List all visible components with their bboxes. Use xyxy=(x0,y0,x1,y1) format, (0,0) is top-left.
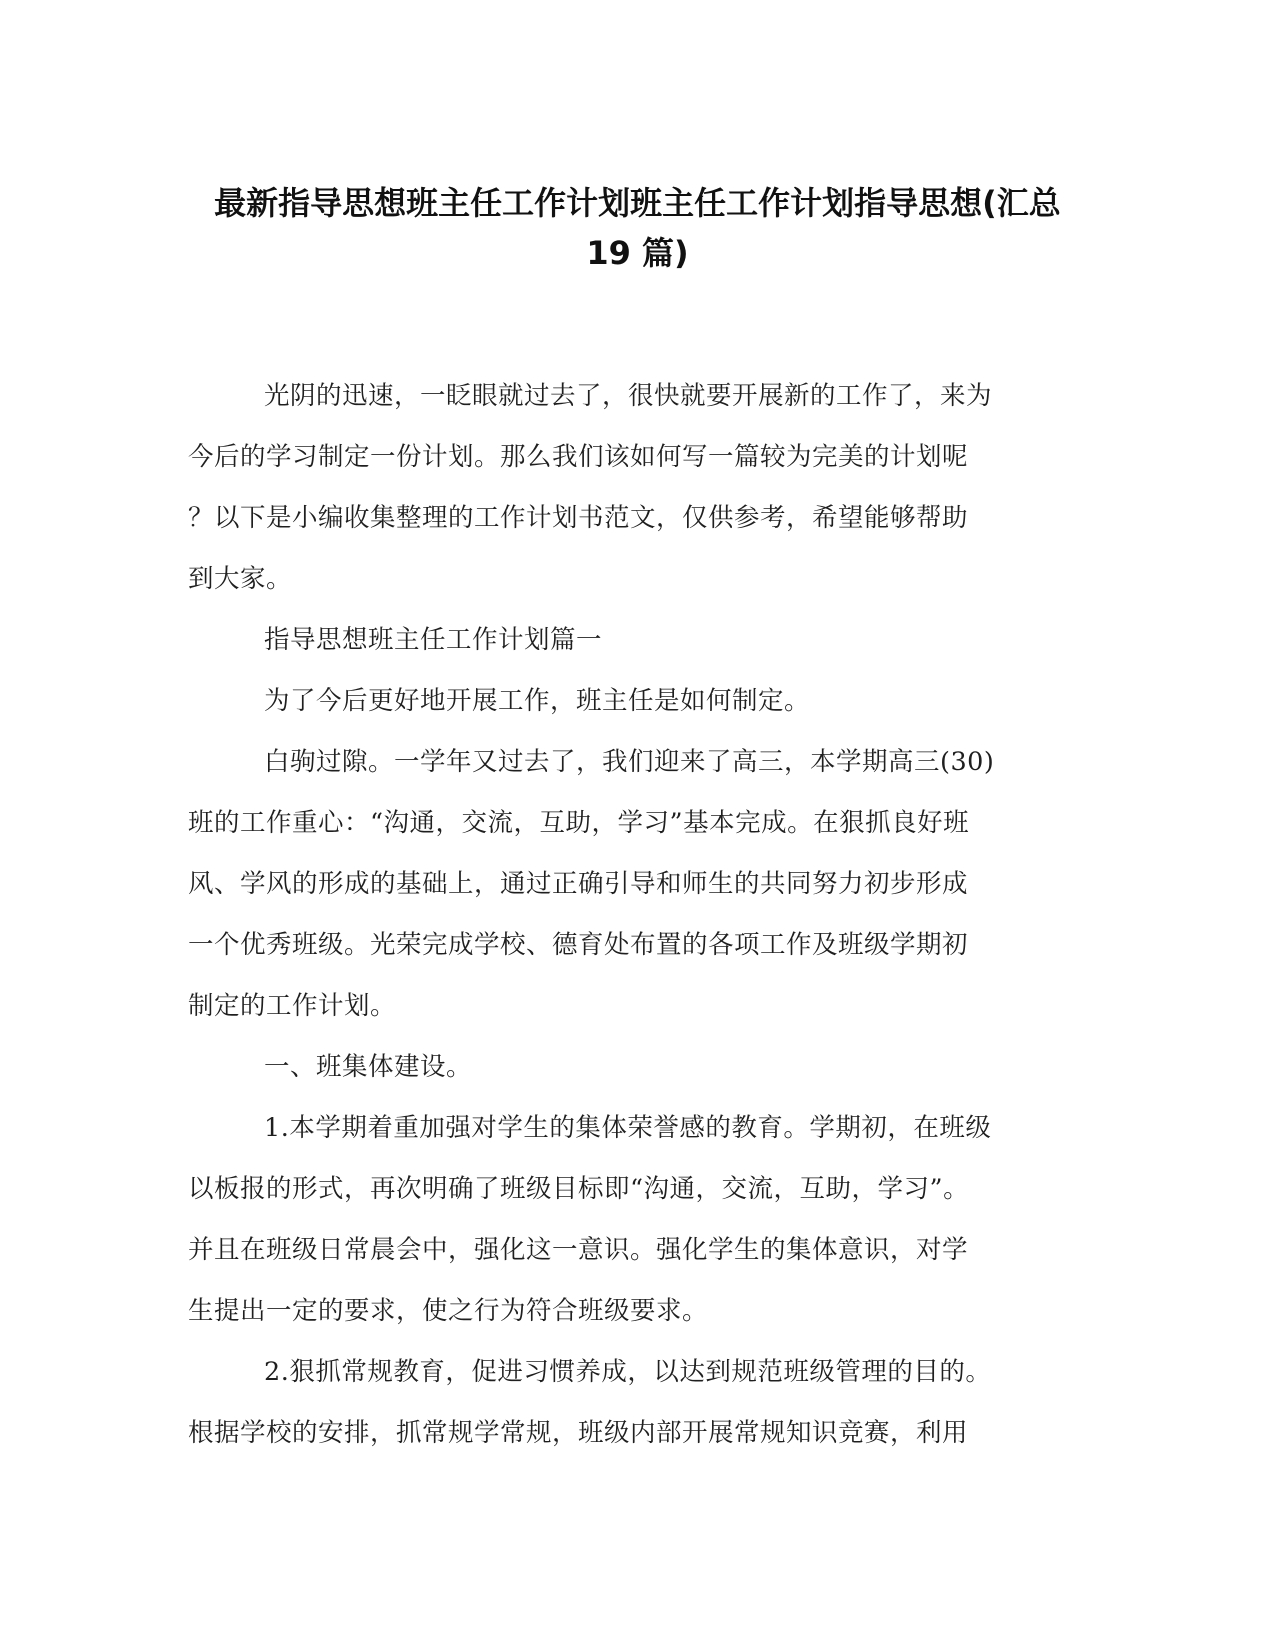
paragraph-line: 白驹过隙。一学年又过去了，我们迎来了高三，本学期高三(30) xyxy=(264,747,995,777)
paragraph-line: 为了今后更好地开展工作，班主任是如何制定。 xyxy=(264,686,811,716)
paragraph-line: 到大家。 xyxy=(188,564,293,594)
document-title xyxy=(150,178,1125,278)
paragraph-line: 并且在班级日常晨会中，强化这一意识。强化学生的集体意识，对学 xyxy=(188,1235,969,1265)
title-line: 19 篇) xyxy=(586,234,689,272)
paragraph-line: 一个优秀班级。光荣完成学校、德育处布置的各项工作及班级学期初 xyxy=(188,930,969,960)
paragraph-line: 根据学校的安排，抓常规学常规，班级内部开展常规知识竞赛，利用 xyxy=(188,1418,969,1448)
title-line: 最新指导思想班主任工作计划班主任工作计划指导思想(汇总 xyxy=(214,184,1061,222)
section-heading: 指导思想班主任工作计划篇一 xyxy=(264,625,603,655)
paragraph-line: 班的工作重心：“沟通，交流，互助，学习”基本完成。在狠抓良好班 xyxy=(188,808,970,838)
paragraph-line: ？以下是小编收集整理的工作计划书范文，仅供参考，希望能够帮助 xyxy=(188,503,969,533)
paragraph-line: 1.本学期着重加强对学生的集体荣誉感的教育。学期初，在班级 xyxy=(264,1113,992,1143)
paragraph-line: 以板报的形式，再次明确了班级目标即“沟通，交流，互助，学习”。 xyxy=(188,1174,970,1204)
paragraph-line: 生提出一定的要求，使之行为符合班级要求。 xyxy=(188,1296,709,1326)
paragraph-line: 风、学风的形成的基础上，通过正确引导和师生的共同努力初步形成 xyxy=(188,869,969,899)
document-body xyxy=(188,366,1068,1464)
paragraph-line: 今后的学习制定一份计划。那么我们该如何写一篇较为完美的计划呢 xyxy=(188,442,969,472)
paragraph-line: 制定的工作计划。 xyxy=(188,991,397,1021)
section-heading: 一、班集体建设。 xyxy=(264,1052,473,1082)
paragraph-line: 光阴的迅速，一眨眼就过去了，很快就要开展新的工作了，来为 xyxy=(264,381,993,411)
paragraph-line: 2.狠抓常规教育，促进习惯养成，以达到规范班级管理的目的。 xyxy=(264,1357,992,1387)
